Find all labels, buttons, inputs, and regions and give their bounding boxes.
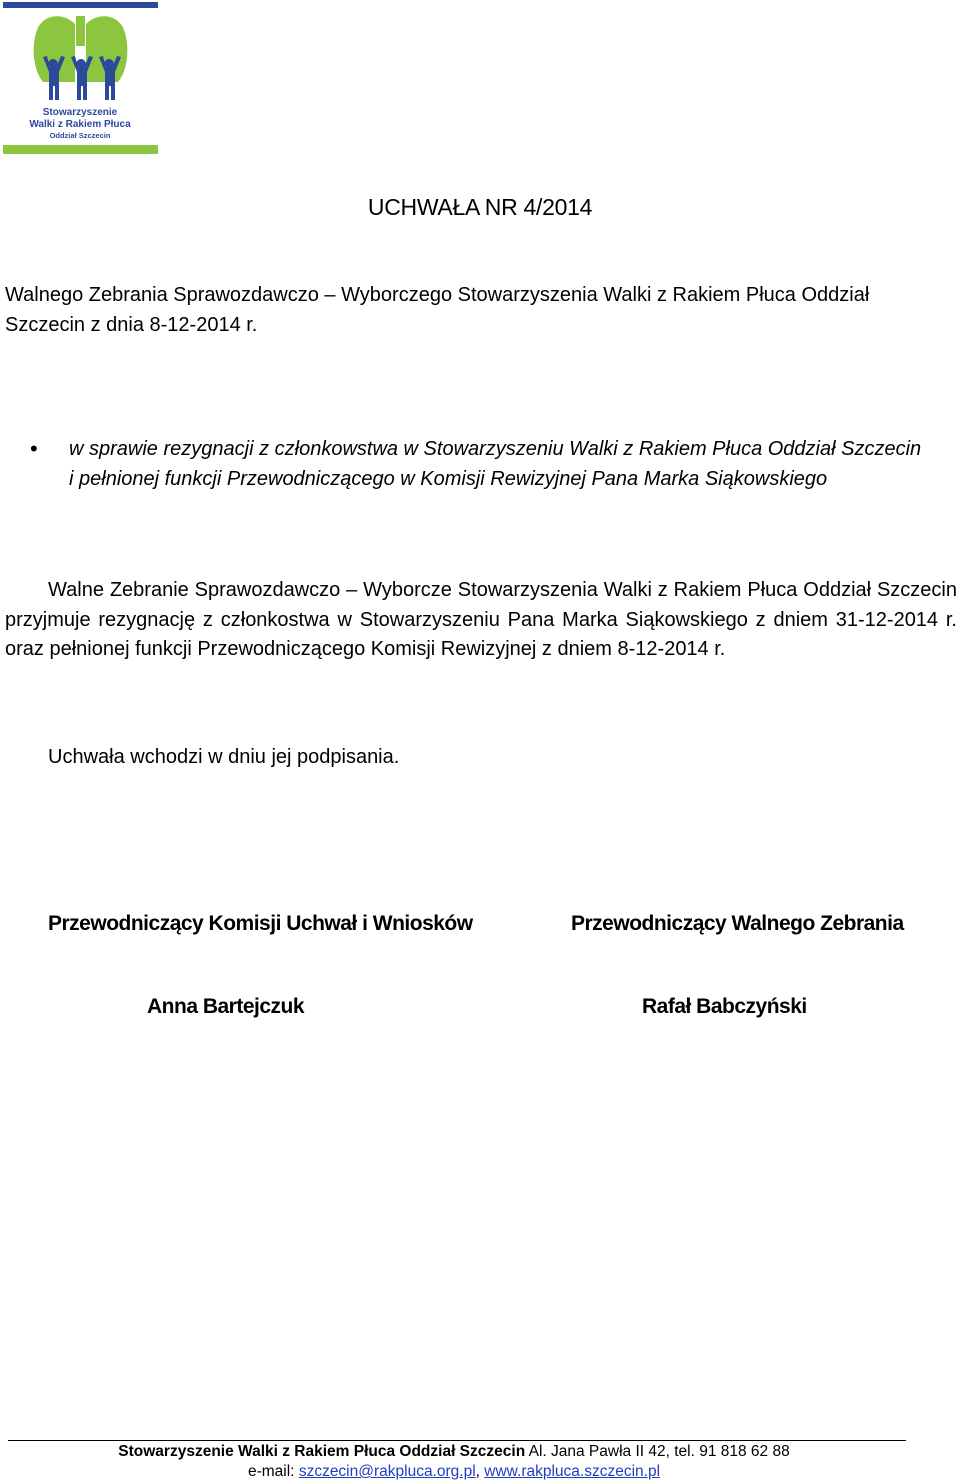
resolution-intro: Walnego Zebrania Sprawozdawczo – Wyborczego Stowarzyszenia Walki z Rakiem Płuca Oddział Szczecin z dnia 8-12-2014 r. [5,284,870,336]
resolution-effective-clause: Uchwała wchodzi w dniu jej podpisania. [48,746,400,768]
logo-figures [43,56,121,100]
footer-email-link[interactable]: szczecin@rakpluca.org.pl [298,1463,476,1480]
footer-contact-line [0,1463,908,1481]
right-signatory-name: Rafał Babczyński [642,995,807,1018]
footer-separator: , [475,1463,480,1480]
logo-text-line2: Walki z Rakiem Płuca [29,119,131,130]
logo-text-line1: Stowarzyszenie [42,107,118,118]
resolution-body: Walne Zebranie Sprawozdawczo – Wyborcze Stowarzyszenia Walki z Rakiem Płuca Oddział Szczecin przyjmuje rezygnację z członkostwa w Stowarzyszeniu Pana Marka Siąkowskiego z dniem 31-12-2014 r. oraz pełnionej funkcji Przewodniczącego Komisji Rewizyjnej z dniem 8-12-2014 r. [5,579,957,660]
logo-top-bar [3,2,158,8]
footer-email-label: e-mail: [247,1463,295,1480]
logo-bottom-bar [3,145,158,154]
logo-text-line3: Oddział Szczecin [49,131,111,140]
left-signatory-name: Anna Bartejczuk [147,995,305,1018]
footer-address: Al. Jana Pawła II 42, tel. 91 818 62 88 [528,1443,790,1460]
organization-logo [3,2,158,154]
logo-trachea [76,16,85,46]
footer-address-line [0,1443,908,1461]
left-signatory-role: Przewodniczący Komisji Uchwał i Wniosków [48,912,473,935]
resolution-title: UCHWAŁA NR 4/2014 [367,194,593,220]
footer-divider [8,1440,906,1441]
right-signatory-role: Przewodniczący Walnego Zebrania [571,912,904,935]
footer-organization: Stowarzyszenie Walki z Rakiem Płuca Oddział Szczecin [118,1443,526,1460]
footer-website-link[interactable]: www.rakpluca.szczecin.pl [484,1463,661,1480]
subject-bullet: • [30,436,38,461]
resolution-subject: w sprawie rezygnacji z członkowstwa w Stowarzyszeniu Walki z Rakiem Płuca Oddział Szczecin i pełnionej funkcji Przewodniczącego w Komisji Rewizyjnej Pana Marka Siąkowskiego [69,438,922,490]
